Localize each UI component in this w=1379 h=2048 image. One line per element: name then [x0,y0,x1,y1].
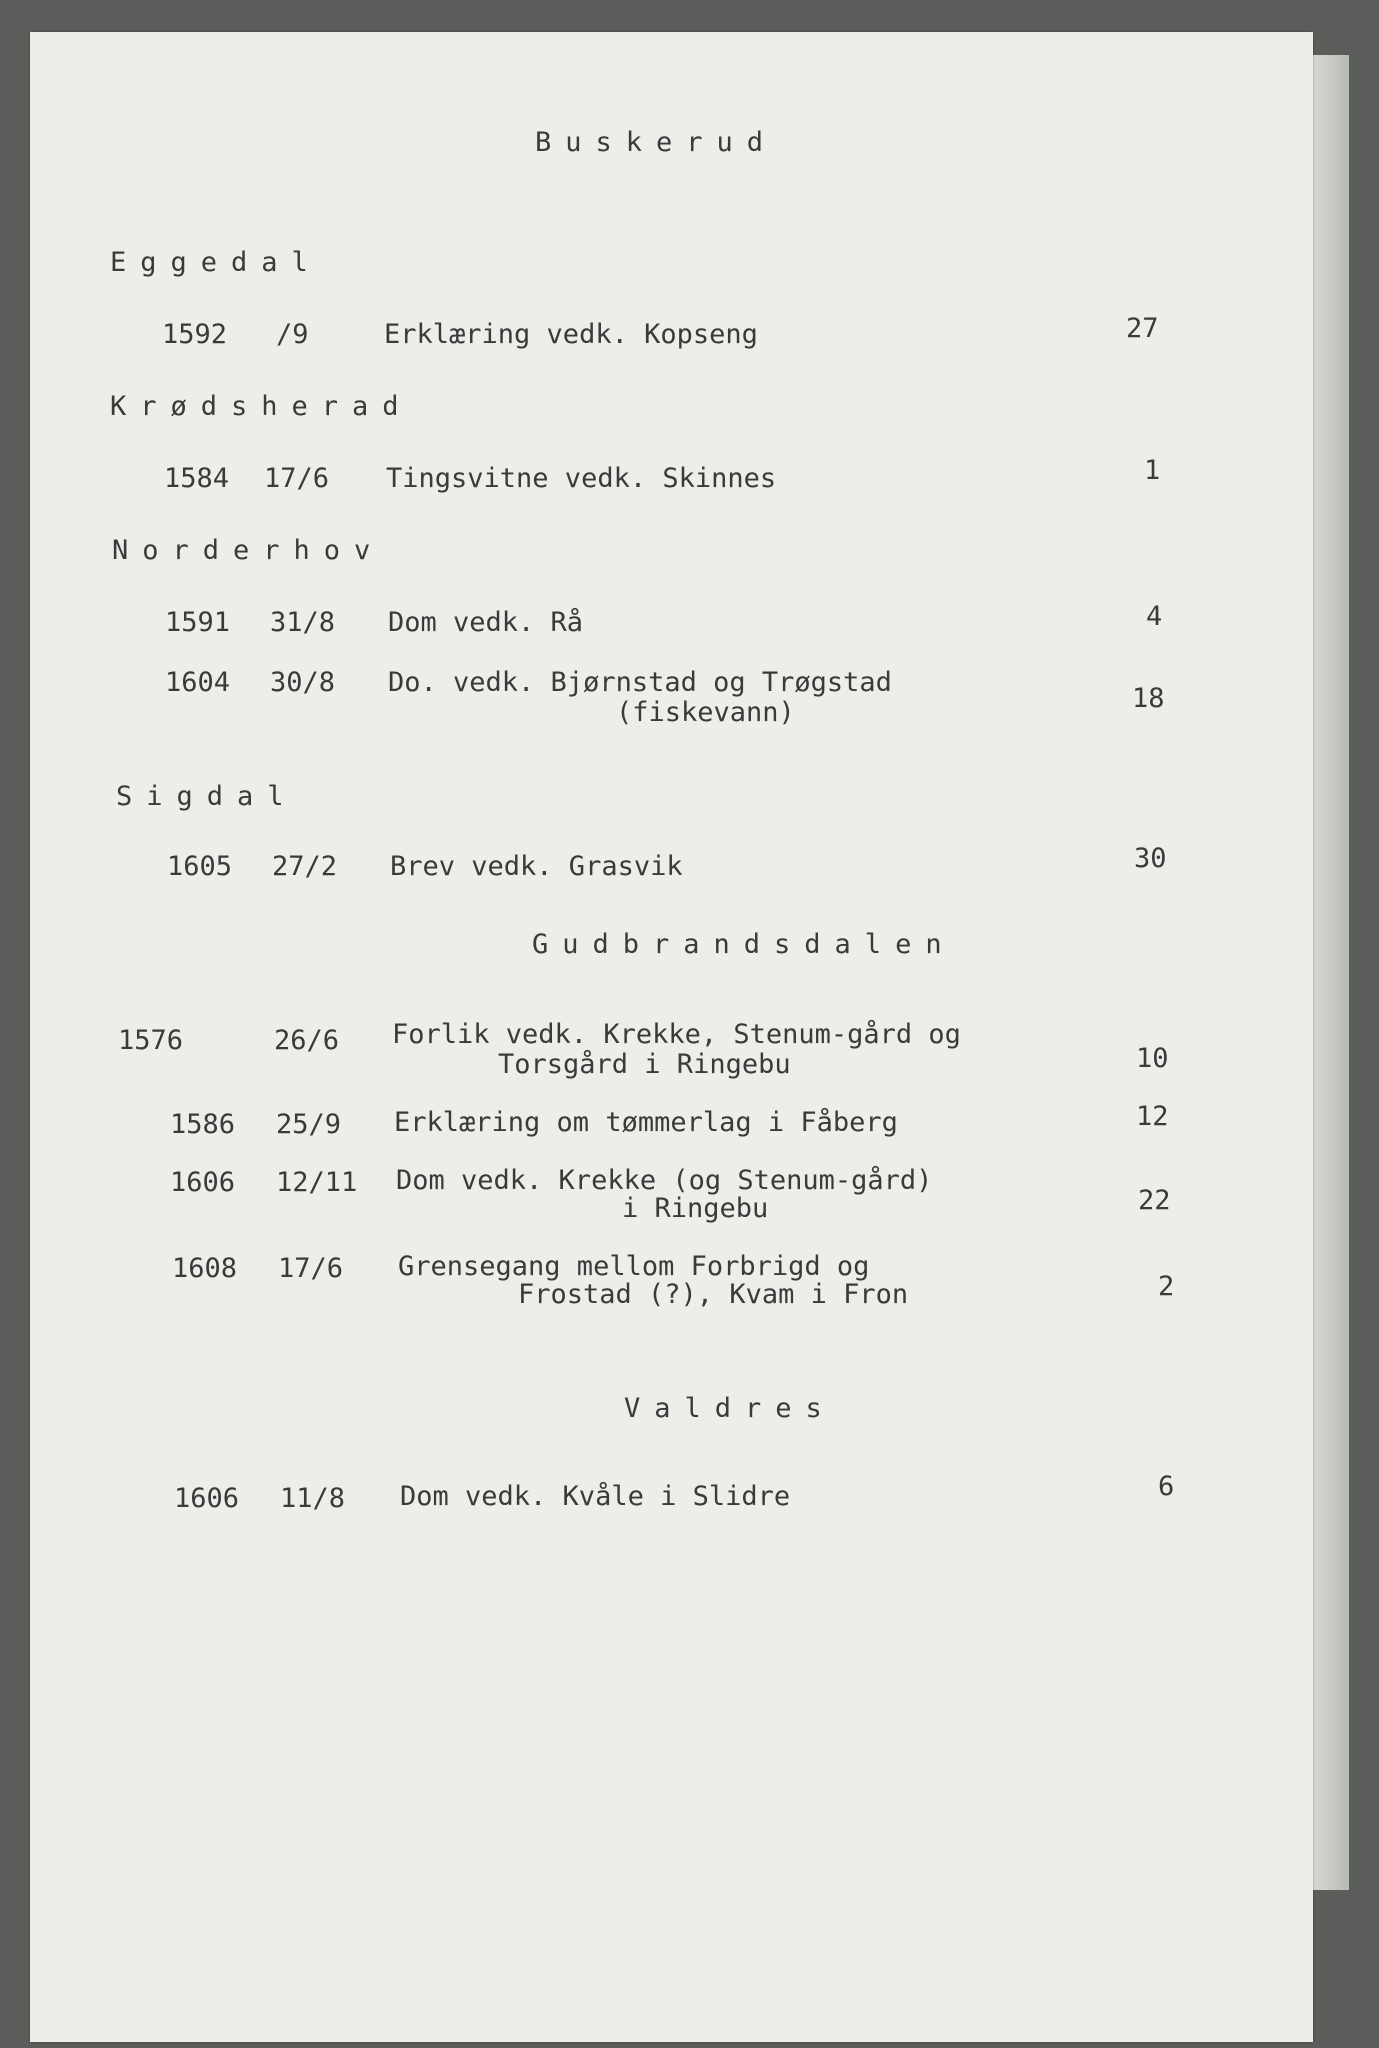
entry-year: 1606 [170,1167,236,1198]
entry-date: 26/6 [274,1025,340,1056]
section-heading-eggedal: Eggedal [110,247,322,278]
section-heading-krodsherad: Krødsherad [110,391,413,422]
entry-text-continued: i Ringebu [622,1193,769,1224]
entry-year: 1606 [174,1483,240,1514]
document-page [30,32,1313,2042]
entry-date: 31/8 [270,607,336,638]
entry-year: 1605 [167,851,233,882]
entry-page: 6 [1158,1471,1175,1502]
entry-year: 1584 [164,463,230,494]
entry-text-continued: Torsgård i Ringebu [498,1049,791,1080]
entry-page: 1 [1144,455,1161,486]
entry-date: 25/9 [276,1109,342,1140]
entry-date: 27/2 [272,851,338,882]
entry-year: 1608 [172,1253,238,1284]
entry-year: 1586 [170,1109,236,1140]
entry-text: Erklæring vedk. Kopseng [384,319,758,350]
entry-text: Dom vedk. Kvåle i Slidre [400,1481,791,1512]
entry-page: 2 [1158,1271,1175,1302]
section-heading-norderhov: Norderhov [112,535,385,566]
entry-text-continued: Frostad (?), Kvam i Fron [518,1279,909,1310]
region-heading-gudbrandsdalen: Gudbrandsdalen [532,929,956,960]
entry-year: 1592 [162,319,228,350]
entry-page: 10 [1136,1043,1169,1074]
entry-text: Grensegang mellom Forbrigd og [398,1251,870,1282]
entry-page: 27 [1126,313,1159,344]
entry-date: /9 [276,319,309,350]
entry-page: 22 [1138,1185,1171,1216]
entry-year: 1604 [165,667,231,698]
entry-date: 17/6 [278,1253,344,1284]
entry-date: 30/8 [270,667,336,698]
entry-text: Brev vedk. Grasvik [390,851,683,882]
entry-page: 30 [1134,843,1167,874]
entry-date: 17/6 [264,463,330,494]
entry-text: Tingsvitne vedk. Skinnes [386,463,777,494]
entry-year: 1591 [165,607,231,638]
entry-page: 12 [1136,1101,1169,1132]
entry-text: Dom vedk. Krekke (og Stenum-gård) [396,1165,933,1196]
section-heading-sigdal: Sigdal [116,781,298,812]
entry-text-continued: (fiskevann) [616,697,795,728]
entry-date: 11/8 [280,1483,346,1514]
entry-text: Forlik vedk. Krekke, Stenum-gård og [392,1019,961,1050]
entry-year: 1576 [118,1025,184,1056]
entry-text: Erklæring om tømmerlag i Fåberg [394,1107,898,1138]
entry-text: Do. vedk. Bjørnstad og Trøgstad [388,667,892,698]
entry-page: 4 [1146,601,1163,632]
page-title: Buskerud [535,127,778,158]
entry-text: Dom vedk. Rå [388,607,584,638]
region-heading-valdres: Valdres [624,1393,836,1424]
entry-date: 12/11 [276,1167,358,1198]
entry-page: 18 [1132,683,1165,714]
